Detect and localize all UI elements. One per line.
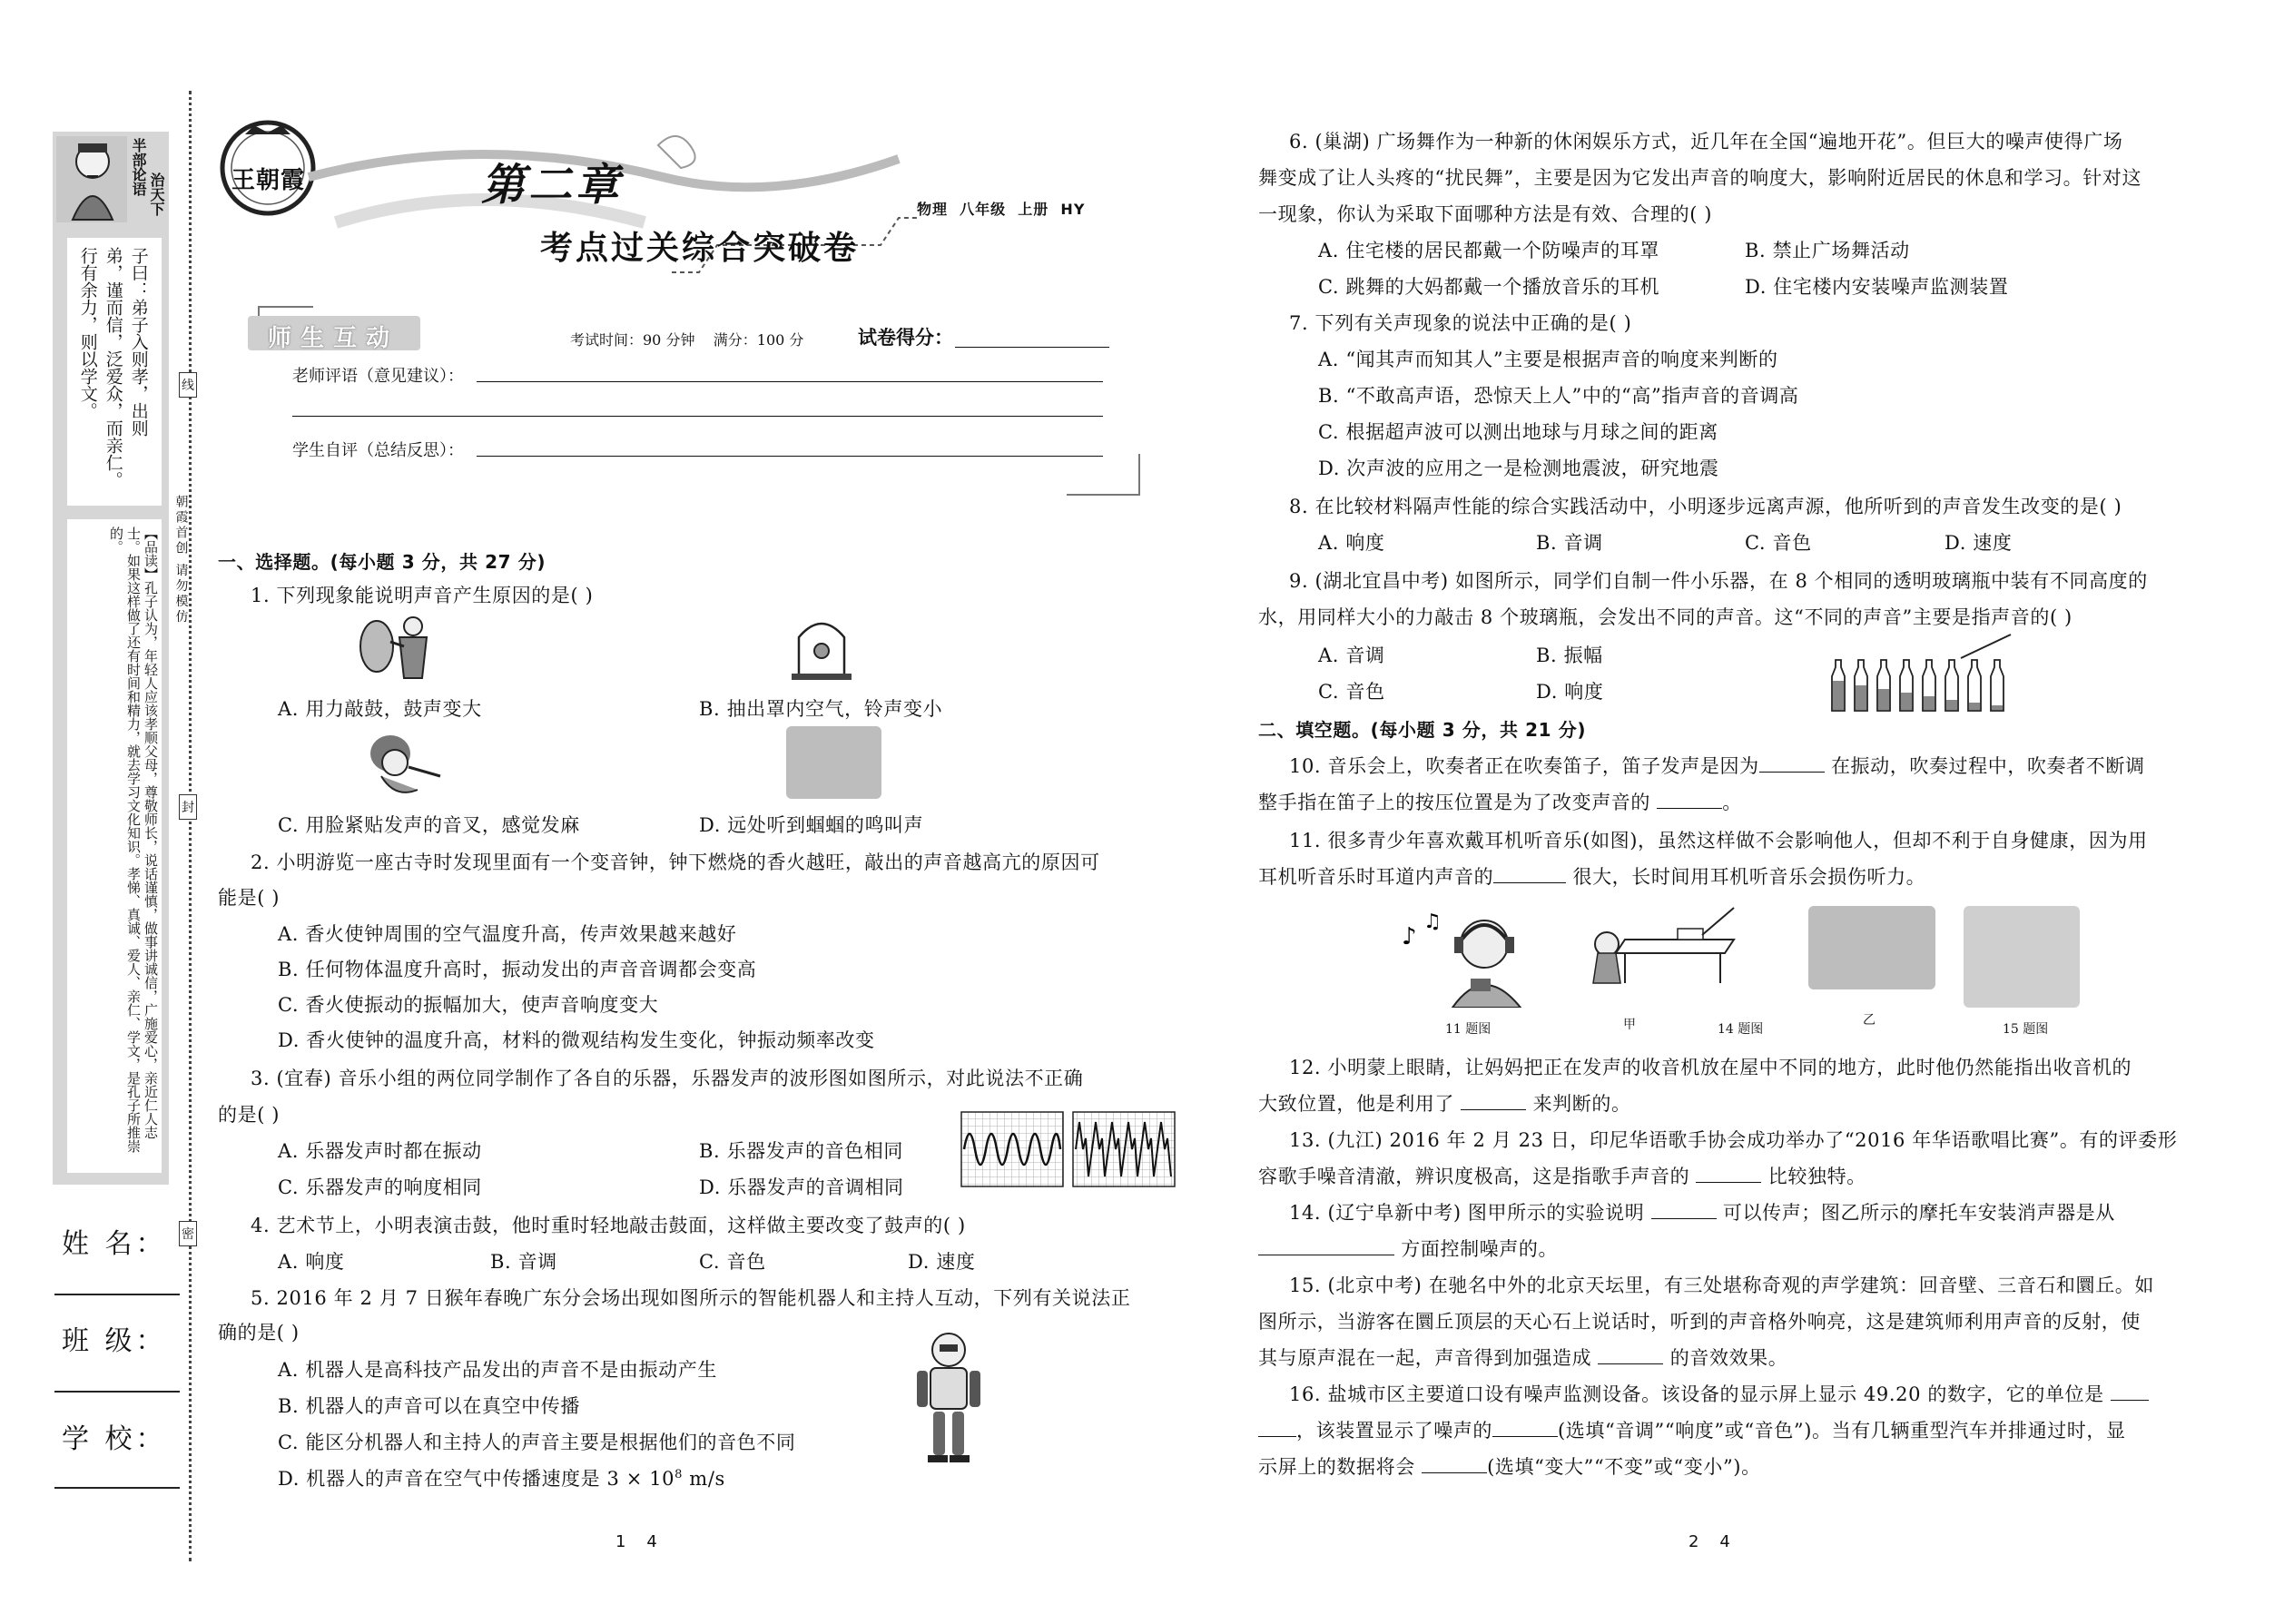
motorcycle-photo [1808,906,1935,989]
q1-stem: 1. 下列现象能说明声音产生原因的是( ) [251,585,594,606]
q7-option-a[interactable]: A. “闻其声而知其人”主要是根据声音的响度来判断的 [1318,349,1778,370]
q4-option-c[interactable]: C. 音色 [699,1251,766,1273]
q14-blank-1[interactable] [1651,1218,1717,1219]
q10-line-2: 整手指在笛子上的按压位置是为了改变声音的 。 [1258,792,1742,813]
caption-yi: 乙 [1863,1013,1876,1028]
q6-line-2: 舞变成了让人头疼的“扰民舞”，主要是因为它发出声音的响度大，影响附近居民的休息和学习。针对这 [1258,167,2142,189]
school-field[interactable] [54,1487,180,1489]
q16-line-1: 16. 盐城市区主要道口设有噪声监测设备。该设备的显示屏上显示 49.20 的数字，它的单位是 [1289,1380,2149,1407]
motto-col-1: 半部论语 [130,138,147,196]
quote-line-3: 行有余力，则以学文。 [77,247,98,419]
q8-option-b[interactable]: B. 音调 [1536,532,1603,554]
q8-stem: 8. 在比较材料隔声性能的综合实践活动中，小明逐步远离声源，他所听到的声音发生改变的是( ) [1289,496,2122,517]
q9-option-d[interactable]: D. 响度 [1536,681,1604,703]
q5-option-c[interactable]: C. 能区分机器人和主持人的声音主要是根据他们的音色不同 [278,1432,796,1453]
q8-option-d[interactable]: D. 速度 [1944,532,2013,554]
q9-option-c[interactable]: C. 音色 [1318,681,1385,703]
katydid-photo [786,726,881,799]
q1-option-a[interactable]: A. 用力敲鼓，鼓声变大 [278,698,482,720]
quote-line-1: 子曰：弟子入则孝，出则 [128,247,149,437]
headphone-listener-icon [1398,908,1552,1008]
motto-col-2: 治天下 [148,172,165,216]
robot-figure-icon [908,1330,989,1466]
q4-stem: 4. 艺术节上，小明表演击鼓，他时重时轻地敲击鼓面，这样做主要改变了鼓声的( ) [251,1215,966,1236]
q14-line-2: 方面控制噪声的。 [1258,1235,1558,1262]
q9-option-b[interactable]: B. 振幅 [1536,645,1603,666]
caption-jia: 甲 [1623,1018,1636,1032]
q9-option-a[interactable]: A. 音调 [1318,645,1385,666]
q3-option-d[interactable]: D. 乐器发声的音调相同 [699,1176,904,1198]
q16-blank-3[interactable] [1422,1472,1487,1473]
q7-option-c[interactable]: C. 根据超声波可以测出地球与月球之间的距离 [1318,421,1718,443]
exam-meta: 考试时间：90 分钟 满分：100 分 [570,331,804,349]
q6-option-c[interactable]: C. 跳舞的大妈都戴一个播放音乐的耳机 [1318,276,1660,298]
q16-blank-1a[interactable] [2111,1400,2149,1401]
q6-option-b[interactable]: B. 禁止广场舞活动 [1745,240,1910,261]
q16-line-2: ，该装置显示了噪声的 (选填“音调”“响度”或“音色”)。当有几辆重型汽车并排通过时，显 [1258,1416,2126,1443]
q5-option-d[interactable]: D. 机器人的声音在空气中传播速度是 $3 \times 10^8$ m/s [278,1468,725,1490]
margin-note: 朝霞首创 请勿模仿 [173,495,189,625]
q13-line-2: 容歌手噪音清澈，辨识度极高，这是指歌手声音的 比较独特。 [1258,1166,1866,1187]
q13-line-1: 13. (九江) 2016 年 2 月 23 日，印尼华语歌手协会成功举办了“2016 年华语歌唱比赛”。有的评委形 [1289,1129,2178,1151]
q7-option-b[interactable]: B. “不敢高声语，恐惊天上人”中的“高”指声音的音调高 [1318,385,1799,407]
q9-line-2: 水，用同样大小的力敲击 8 个玻璃瓶，会发出不同的声音。这“不同的声音”主要是指声音的( ) [1258,606,2072,628]
q10-blank-2[interactable] [1657,808,1722,809]
q4-option-b[interactable]: B. 音调 [490,1251,557,1273]
school-label: 学 校： [62,1423,167,1455]
tuning-fork-face-icon [354,726,445,799]
q15-line-2: 图所示，当游客在圜丘顶层的天心石上说话时，听到的声音格外响亮，这是建筑师利用声音的反射，使 [1258,1311,2141,1333]
q16-blank-1b[interactable] [1258,1436,1296,1437]
score-label: 试卷得分： [858,327,953,349]
q15-blank-1[interactable] [1598,1363,1663,1364]
confucius-figure-icon [56,136,127,222]
glass-bottles-figure [1825,631,2029,717]
q1-option-d[interactable]: D. 远处听到蝈蝈的鸣叫声 [699,814,924,836]
q8-option-c[interactable]: C. 音色 [1745,532,1812,554]
q5-option-b[interactable]: B. 机器人的声音可以在真空中传播 [278,1395,580,1417]
q6-option-d[interactable]: D. 住宅楼内安装噪声监测装置 [1745,276,2009,298]
name-label: 姓 名： [62,1228,167,1260]
page-number-right: 2 4 [1689,1532,1730,1551]
caption-q14: 14 题图 [1718,1022,1764,1037]
teacher-comment-label: 老师评语（意见建议）： [292,367,464,386]
q7-option-d[interactable]: D. 次声波的应用之一是检测地震波，研究地震 [1318,458,1719,479]
class-field[interactable] [54,1391,180,1393]
drum-figure-icon [354,610,436,683]
q6-line-3: 一现象，你认为采取下面哪种方法是有效、合理的( ) [1258,203,1713,225]
q1-option-c[interactable]: C. 用脸紧贴发声的音叉，感觉发麻 [278,814,580,836]
q12-line-1: 12. 小明蒙上眼睛，让妈妈把正在发声的收音机放在屋中不同的地方，此时他仍然能指出收音机的 [1289,1057,2132,1078]
q12-line-2: 大致位置，他是利用了 来判断的。 [1258,1093,1631,1115]
q3-option-a[interactable]: A. 乐器发声时都在振动 [278,1140,482,1162]
q11-line-1: 11. 很多青少年喜欢戴耳机听音乐(如图)，虽然这样做不会影响他人，但却不利于自身健康，因为用 [1289,830,2148,851]
q12-blank-1[interactable] [1461,1109,1526,1110]
class-label: 班 级： [62,1325,167,1357]
q16-line-3: 示屏上的数据将会 (选填“变大”“不变”或“变小”)。 [1258,1456,1761,1478]
q4-option-a[interactable]: A. 响度 [278,1251,345,1273]
margin-mark-mi: 密 [179,1221,197,1246]
margin-mark-xian: 线 [179,372,197,398]
q5-stem-1: 5. 2016 年 2 月 7 日猴年春晚广东分会场出现如图所示的智能机器人和主持人互动，下列有关说法正 [251,1287,1131,1309]
q6-option-a[interactable]: A. 住宅楼的居民都戴一个防噪声的耳罩 [1318,240,1659,261]
q2-stem-1: 2. 小明游览一座古寺时发现里面有一个变音钟，钟下燃烧的香火越旺，敲出的声音越高亢的原因可 [251,851,1100,873]
section-2-heading: 二、填空题。(每小题 3 分，共 21 分) [1258,719,1587,741]
desk-sound-experiment-icon [1589,903,1738,985]
section-1-heading: 一、选择题。(每小题 3 分，共 27 分) [218,551,546,573]
q2-option-d[interactable]: D. 香火使钟的温度升高，材料的微观结构发生变化，钟振动频率改变 [278,1029,875,1051]
q15-line-3: 其与原声混在一起，声音得到加强造成 的音效效果。 [1258,1347,1788,1369]
waveform-figure [960,1111,1178,1188]
tiantan-tourist-photo [1964,906,2080,1008]
q4-option-d[interactable]: D. 速度 [908,1251,976,1273]
q13-blank-1[interactable] [1696,1182,1761,1183]
interaction-title: 师生互动 [268,325,399,352]
q5-stem-2: 确的是( ) [218,1322,300,1343]
q3-option-c[interactable]: C. 乐器发声的响度相同 [278,1176,482,1198]
svg-text:♫: ♫ [1423,910,1442,933]
q10-blank-1[interactable] [1759,772,1825,773]
student-comment-field[interactable] [477,456,1103,457]
exam-subtitle: 考点过关综合突破卷 [540,229,860,267]
q5-option-a[interactable]: A. 机器人是高科技产品发出的声音不是由振动产生 [278,1359,717,1381]
q14-line-1: 14. (辽宁阜新中考) 图甲所示的实验说明 可以传声；图乙所示的摩托车安装消声器是从 [1289,1202,2115,1224]
q11-line-2: 耳机听音乐时耳道内声音的 很大，长时间用耳机听音乐会损伤听力。 [1258,866,1926,888]
quote-line-2: 弟，谨而信，泛爱众，而亲仁。 [103,247,123,488]
q2-option-b[interactable]: B. 任何物体温度升高时，振动发出的声音音调都会变高 [278,959,757,980]
q16-blank-2[interactable] [1492,1436,1558,1437]
q3-stem-2: 的是( ) [218,1104,281,1126]
teacher-comment-field-2[interactable] [292,416,1103,417]
book-info: 物理 八年级 上册 HY [917,201,1086,218]
q11-blank-1[interactable] [1493,882,1566,883]
brand-logo-text: 王朝霞 [231,167,306,194]
q15-line-1: 15. (北京中考) 在驰名中外的北京天坛里，有三处堪称奇观的声学建筑：回音壁、三音石和圜丘。如 [1289,1275,2154,1296]
q7-stem: 7. 下列有关声现象的说法中正确的是( ) [1289,312,1632,334]
q6-line-1: 6. (巢湖) 广场舞作为一种新的休闲娱乐方式，近几年在全国“遍地开花”。但巨大的噪声使得广场 [1289,131,2123,153]
q10-line-1: 10. 音乐会上，吹奏者正在吹奏笛子，笛子发声是因为 在振动，吹奏过程中，吹奏者不断调 [1289,755,2145,777]
q2-option-a[interactable]: A. 香火使钟周围的空气温度升高，传声效果越来越好 [278,923,737,945]
reading-text: 【品读】孔子认为，年轻人应该孝顺父母，尊敬师长，说话谨慎，做事讲诚信，广施爱心，亲近仁人志士。如果这样做了还有时间和精力，就去学习文化知识。孝悌、真诚、爱人、亲仁、学文，是孔子所推崇的。 [108,527,159,1153]
binding-line [189,91,192,1561]
margin-mark-feng: 封 [179,794,197,820]
q9-line-1: 9. (湖北宜昌中考) 如图所示，同学们自制一件小乐器，在 8 个相同的透明玻璃瓶中装有不同高度的 [1289,570,2148,592]
student-comment-label: 学生自评（总结反思）： [292,441,464,460]
chapter-title: 第二章 [481,160,624,211]
score-field[interactable] [955,347,1109,348]
q3-stem-1: 3. (宜春) 音乐小组的两位同学制作了各自的乐器，乐器发声的波形图如图所示，对此说法不正确 [251,1068,1084,1089]
bell-jar-icon [790,610,853,683]
q2-stem-2: 能是( ) [218,887,281,909]
name-field[interactable] [54,1294,180,1295]
caption-q11: 11 题图 [1445,1022,1492,1037]
page-number-left: 1 4 [615,1532,657,1551]
q3-option-b[interactable]: B. 乐器发声的音色相同 [699,1140,903,1162]
teacher-comment-field-1[interactable] [477,381,1103,382]
q1-option-b[interactable]: B. 抽出罩内空气，铃声变小 [699,698,943,720]
svg-text:♪: ♪ [1402,923,1417,950]
q8-option-a[interactable]: A. 响度 [1318,532,1385,554]
caption-q15: 15 题图 [2003,1022,2049,1037]
q2-option-c[interactable]: C. 香火使振动的振幅加大，使声音响度变大 [278,994,659,1016]
